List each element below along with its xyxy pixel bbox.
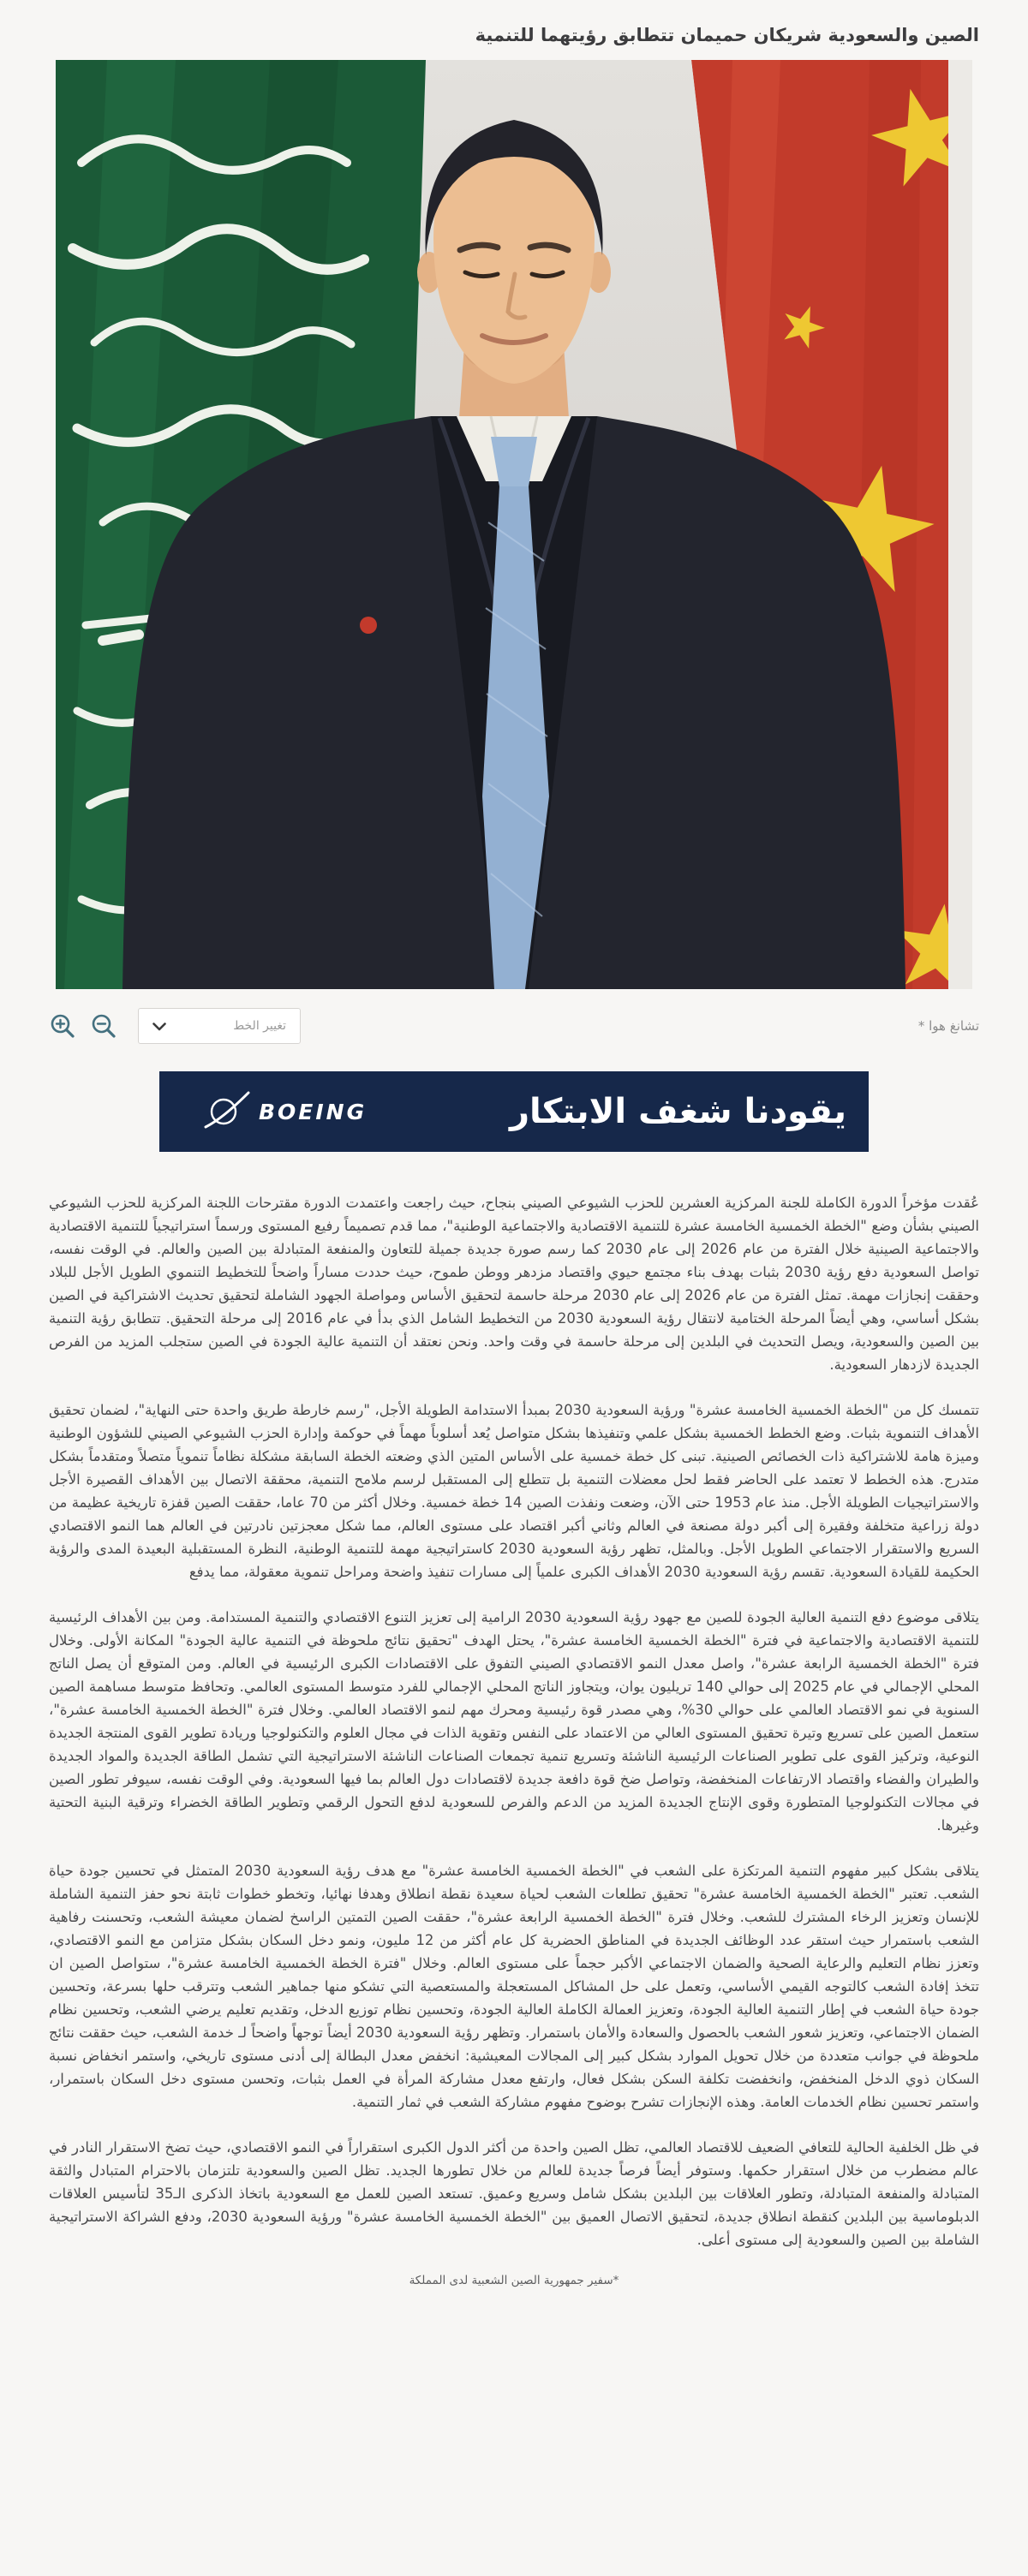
wall-strip-right	[948, 60, 972, 989]
author-note: *سفير جمهورية الصين الشعبية لدى المملكة	[409, 2274, 619, 2287]
boeing-ad-banner[interactable]	[159, 1071, 869, 1152]
font-select[interactable]	[138, 1008, 301, 1044]
photo-caption: تشانغ هوا *	[917, 1018, 979, 1034]
portrait-photo-illustration	[56, 60, 972, 989]
flag-lapel-pin	[360, 617, 377, 634]
magnifier-minus-icon	[90, 1029, 117, 1042]
magnifier-plus-icon	[49, 1029, 76, 1042]
article-header	[0, 22, 1028, 48]
paragraph-1: عُقدت مؤخراً الدورة الكاملة للجنة المركزية العشرين للحزب الشيوعي الصيني بنجاح، حيث راجعت واعتمدت الدورة مقترحات اللجنة المركزية للحزب الشيوعي الصيني بشأن وضع "الخطة الخمسية الخامسة عشرة للتنمية الاقتصادية والاجتماعية الوطنية"، مما قدم تصميماً رفيع المستوى ورسماً استراتيجياً للتنمية الاقتصادية والاجتماعية الصينية خلال الفترة من عام 2026 إلى عام 2030 كما رسم صورة جديدة جميلة للتعاون والمنفعة المتبادلة بين الصين والعالم. في الوقت نفسه، تواصل السعودية دفع رؤية 2030 بثبات بهدف بناء مجتمع حيوي واقتصاد مزدهر ووطن طموح، حيث حددت مساراً واضحاً للتخطيط التنموي الطويل الأجل للبلاد وحققت إنجازات مهمة. تمثل الفترة من عام 2026 إلى عام 2030 مرحلة حاسمة لتحقيق الأساس ومواصلة الجهود الشاملة لتحقيق تحديث الاشتراكية في الصين بشكل أساسي، وهي أيضاً المرحلة الختامية لانتقال رؤية السعودية 2030 من التخطيط الشامل الذي بدأ في عام 2016 إلى مرحلة التحقيق. تتطابق رؤية التنمية بين الصين والسعودية، ويصل التحديث في البلدين إلى مرحلة حاسمة في وقت واحد. ونحن نعتقد أن التنمية عالية الجودة في الصين ستجلب المزيد من الفرص الجديدة لازدهار السعودية.	[49, 1195, 980, 1373]
font-select-label: تغيير الخط	[233, 1019, 286, 1033]
paragraph-5: في ظل الخلفية الحالية للتعافي الضعيف للاقتصاد العالمي، تظل الصين واحدة من أكثر الدول الكبرى استقراراً في النمو الاقتصادي، حيث تضخ الاستقرار النادر في عالم مضطرب من خلال استقرار حكمها. وستوفر أيضاً فرصاً جديدة للعالم من خلال تطورها الجديد. تظل الصين والسعودية تلتزمان بالاحترام المتبادل والثقة المتبادلة والمنفعة المتبادلة، وتطور العلاقات بين البلدين بشكل شامل وسريع وعميق. تستعد الصين للعمل مع السعودية باتخاذ الذكرى الـ35 لتأسيس العلاقات الدبلوماسية بين البلدين كنقطة انطلاق جديدة، لتحقيق الاتصال العميق بين "الخطة الخمسية الخامسة عشرة" ورؤية السعودية 2030، ودفع الشراكة الاستراتيجية الشاملة بين الصين والسعودية إلى مستوى أعلى.	[49, 2139, 979, 2248]
photo-meta-row	[49, 1006, 979, 1046]
article-footer	[49, 2274, 979, 2308]
boeing-swoosh-icon	[204, 1089, 250, 1134]
boeing-logo	[204, 1089, 367, 1134]
paragraph-3: يتلاقى موضوع دفع التنمية العالية الجودة للصين مع جهود رؤية السعودية 2030 الرامية إلى تعزيز التنوع الاقتصادي والتنمية المستدامة. ومن بين الأهداف الرئيسية للتنمية الاقتصادية والاجتماعية في فترة "الخطة الخمسية الخامسة عشرة"، يحتل الهدف "تحقيق نتائج ملحوظة في التنمية عالية الجودة" المكانة الأولى. وخلال فترة "الخطة الخمسية الرابعة عشرة"، واصل معدل النمو الاقتصادي الصيني التفوق على الاقتصادات الكبرى الرئيسية في العالم. ومن المتوقع أن يصل الناتج المحلي الإجمالي في عام 2025 إلى حوالي 140 تريليون يوان، ويتجاوز الناتج المحلي الإجمالي للفرد متوسط المستوى العالمي. وتحافظ متوسط مساهمة الصين السنوية في نمو الاقتصاد العالمي على حوالي 30%، وهي مصدر قوة رئيسية ومحرك مهم لنمو الاقتصاد العالمي. وخلال فترة "الخطة الخمسية الخامسة عشرة"، ستعمل الصين على تسريع وتيرة تحقيق المستوى العالي من الاعتماد على النفس وتقوية الذات في مجال العلوم والتكنولوجيا وريادة تطوير القوى المنتجة الجديدة النوعية، وتركيز القوى على تطوير الصناعات الرئيسية الناشئة وتسريع تنمية تجمعات الصناعات الناشئة الاستراتيجية التي تشمل الطاقة الجديدة والمواد الجديدة والطيران والفضاء واقتصاد الارتفاعات المنخفضة، وتواصل ضخ قوة دافعة جديدة لاقتصادات دول العالم بما فيها السعودية. وفي الوقت نفسه، سيوفر تطور الصين في مجالات التكنولوجيا المتطورة وقوى الإنتاج الجديدة المزيد من الدعم والفرص للسعودية لدفع التحول الرقمي وتطوير الطاقة الخضراء وترقية البنية التحتية وغيرها.	[49, 1609, 980, 1834]
paragraph-4: يتلاقى بشكل كبير مفهوم التنمية المرتكزة على الشعب في "الخطة الخمسية الخامسة عشرة" مع هدف رؤية السعودية 2030 المتمثل في تحسين جودة حياة الشعب. تعتبر "الخطة الخمسية الخامسة عشرة" تحقيق تطلعات الشعب لحياة سعيدة نقطة انطلاق وهدفا نهائيا، وتخطو خطوات ثابتة نحو حفز التنمية الشاملة للإنسان وتعزيز الرخاء المشترك للشعب. وخلال فترة "الخطة الخمسية الرابعة عشرة"، حققت الصين التمتين الراسخ لضمان معيشة الشعب، وتحسنت رفاهية الشعب باستمرار حيث استقر عدد الوظائف الجديدة في المناطق الحضرية كل عام أكثر من 12 مليون، ونمو دخل السكان بشكل متزامن مع النمو الاقتصادي، وتعزز نظام التعليم والرعاية الصحية والضمان الاجتماعي الأكبر حجماً على مستوى العالم. وخلال "فترة الخطة الخمسية الخامسة عشرة"، ستواصل الصين ان تتخذ إفادة الشعب كالتوجه القيمي الأساسي، وتعمل على حل المشاكل المستعجلة والمستعصية التي تشكو منها جماهير الشعب وتترقب حلها بسرعة، وتحسين جودة حياة الشعب في إطار التنمية العالية الجودة، وتعزيز العمالة الكاملة العالية الجودة، وتحسين نظام توزيع الدخل، وتقديم تعليم يرضي الشعب، وتحسين نظام الضمان الاجتماعي، وتعزيز شعور الشعب بالحصول والسعادة والأمان باستمرار. وتظهر رؤية السعودية 2030 أيضاً توجهاً واضحاً لـ خدمة الشعب، حيث حققت نتائج ملحوظة في جوانب متعددة من خلال تحويل الموارد بشكل كبير إلى المجالات المعيشية: انخفض معدل البطالة إلى أدنى مستوى تاريخي، واستمر انخفاض نسبة السكان ذوي الدخل المنخفض، وانخفضت تكلفة السكن بشكل فعال، وارتفع معدل مشاركة المرأة في العمل بثبات، وتحسن مستوى دخل السكان باستمرار، واستمر تحسين نظام الخدمات العامة. وهذه الإنجازات تشرح بوضوح مفهوم مشاركة الشعب في ثمار التنمية.	[49, 1863, 979, 2110]
photo-tools	[49, 1008, 301, 1044]
article-body	[49, 1191, 979, 2251]
zoom-out-button[interactable]	[90, 1012, 117, 1040]
zoom-in-button[interactable]	[49, 1012, 76, 1040]
article-photo	[56, 60, 972, 989]
ad-slogan: يقودنا شغف الابتكار	[509, 1092, 846, 1131]
page-title: الصين والسعودية شريكان حميمان تتطابق رؤيتهما للتنمية	[475, 25, 979, 45]
paragraph-2: تتمسك كل من "الخطة الخمسية الخامسة عشرة" ورؤية السعودية 2030 بمبدأ الاستدامة الطويلة الأجل، "رسم خارطة طريق واحدة حتى النهاية"، لضمان تحقيق الأهداف التنموية بثبات. وضع الخطط الخمسية بشكل علمي وتنفيذها بشكل متواصل يُعد أسلوباً مهماً في حوكمة وإدارة الحزب الشيوعي الصيني للشؤون الوطنية وميزة هامة للاشتراكية ذات الخصائص الصينية. تبنى كل خطة خمسية على الأساس المتين الذي وضعته الخطة السابقة مشكلة نظاماً تنموياً متصلاً ومتقدماً بشكل متدرج. هذه الخطط لا تعتمد على الحاضر فقط لحل معضلات التنمية بل تتطلع إلى المستقبل لرسم ملامح التنمية، محققة الاتصال بين الأهداف القصيرة الأجل والاستراتيجيات الطويلة الأجل. منذ عام 1953 حتى الآن، وضعت ونفذت الصين 14 خطة خمسية. وخلال أكثر من 70 عاما، حققت الصين قفزة تاريخية عظيمة من دولة زراعية متخلفة وفقيرة إلى أكبر دولة مصنعة في العالم وثاني أكبر اقتصاد على مستوى العالم، مما شكل معجزتين نادرتين في العالم هما النمو الاقتصادي السريع والاستقرار الاجتماعي الطويل الأجل. وبالمثل، تظهر رؤية السعودية 2030 كاستراتيجية مهمة للتنمية الوطنية، النظرة المستقبلية البعيدة المدى والرؤية الحكيمة للقيادة السعودية. تقسم رؤية السعودية 2030 الأهداف الكبرى علمياً إلى مسارات تنفيذ واضحة ومراحل تنموية معقولة، مما يدفع	[49, 1402, 979, 1580]
boeing-wordmark: BOEING	[259, 1099, 368, 1124]
chevron-down-icon	[152, 1018, 166, 1035]
